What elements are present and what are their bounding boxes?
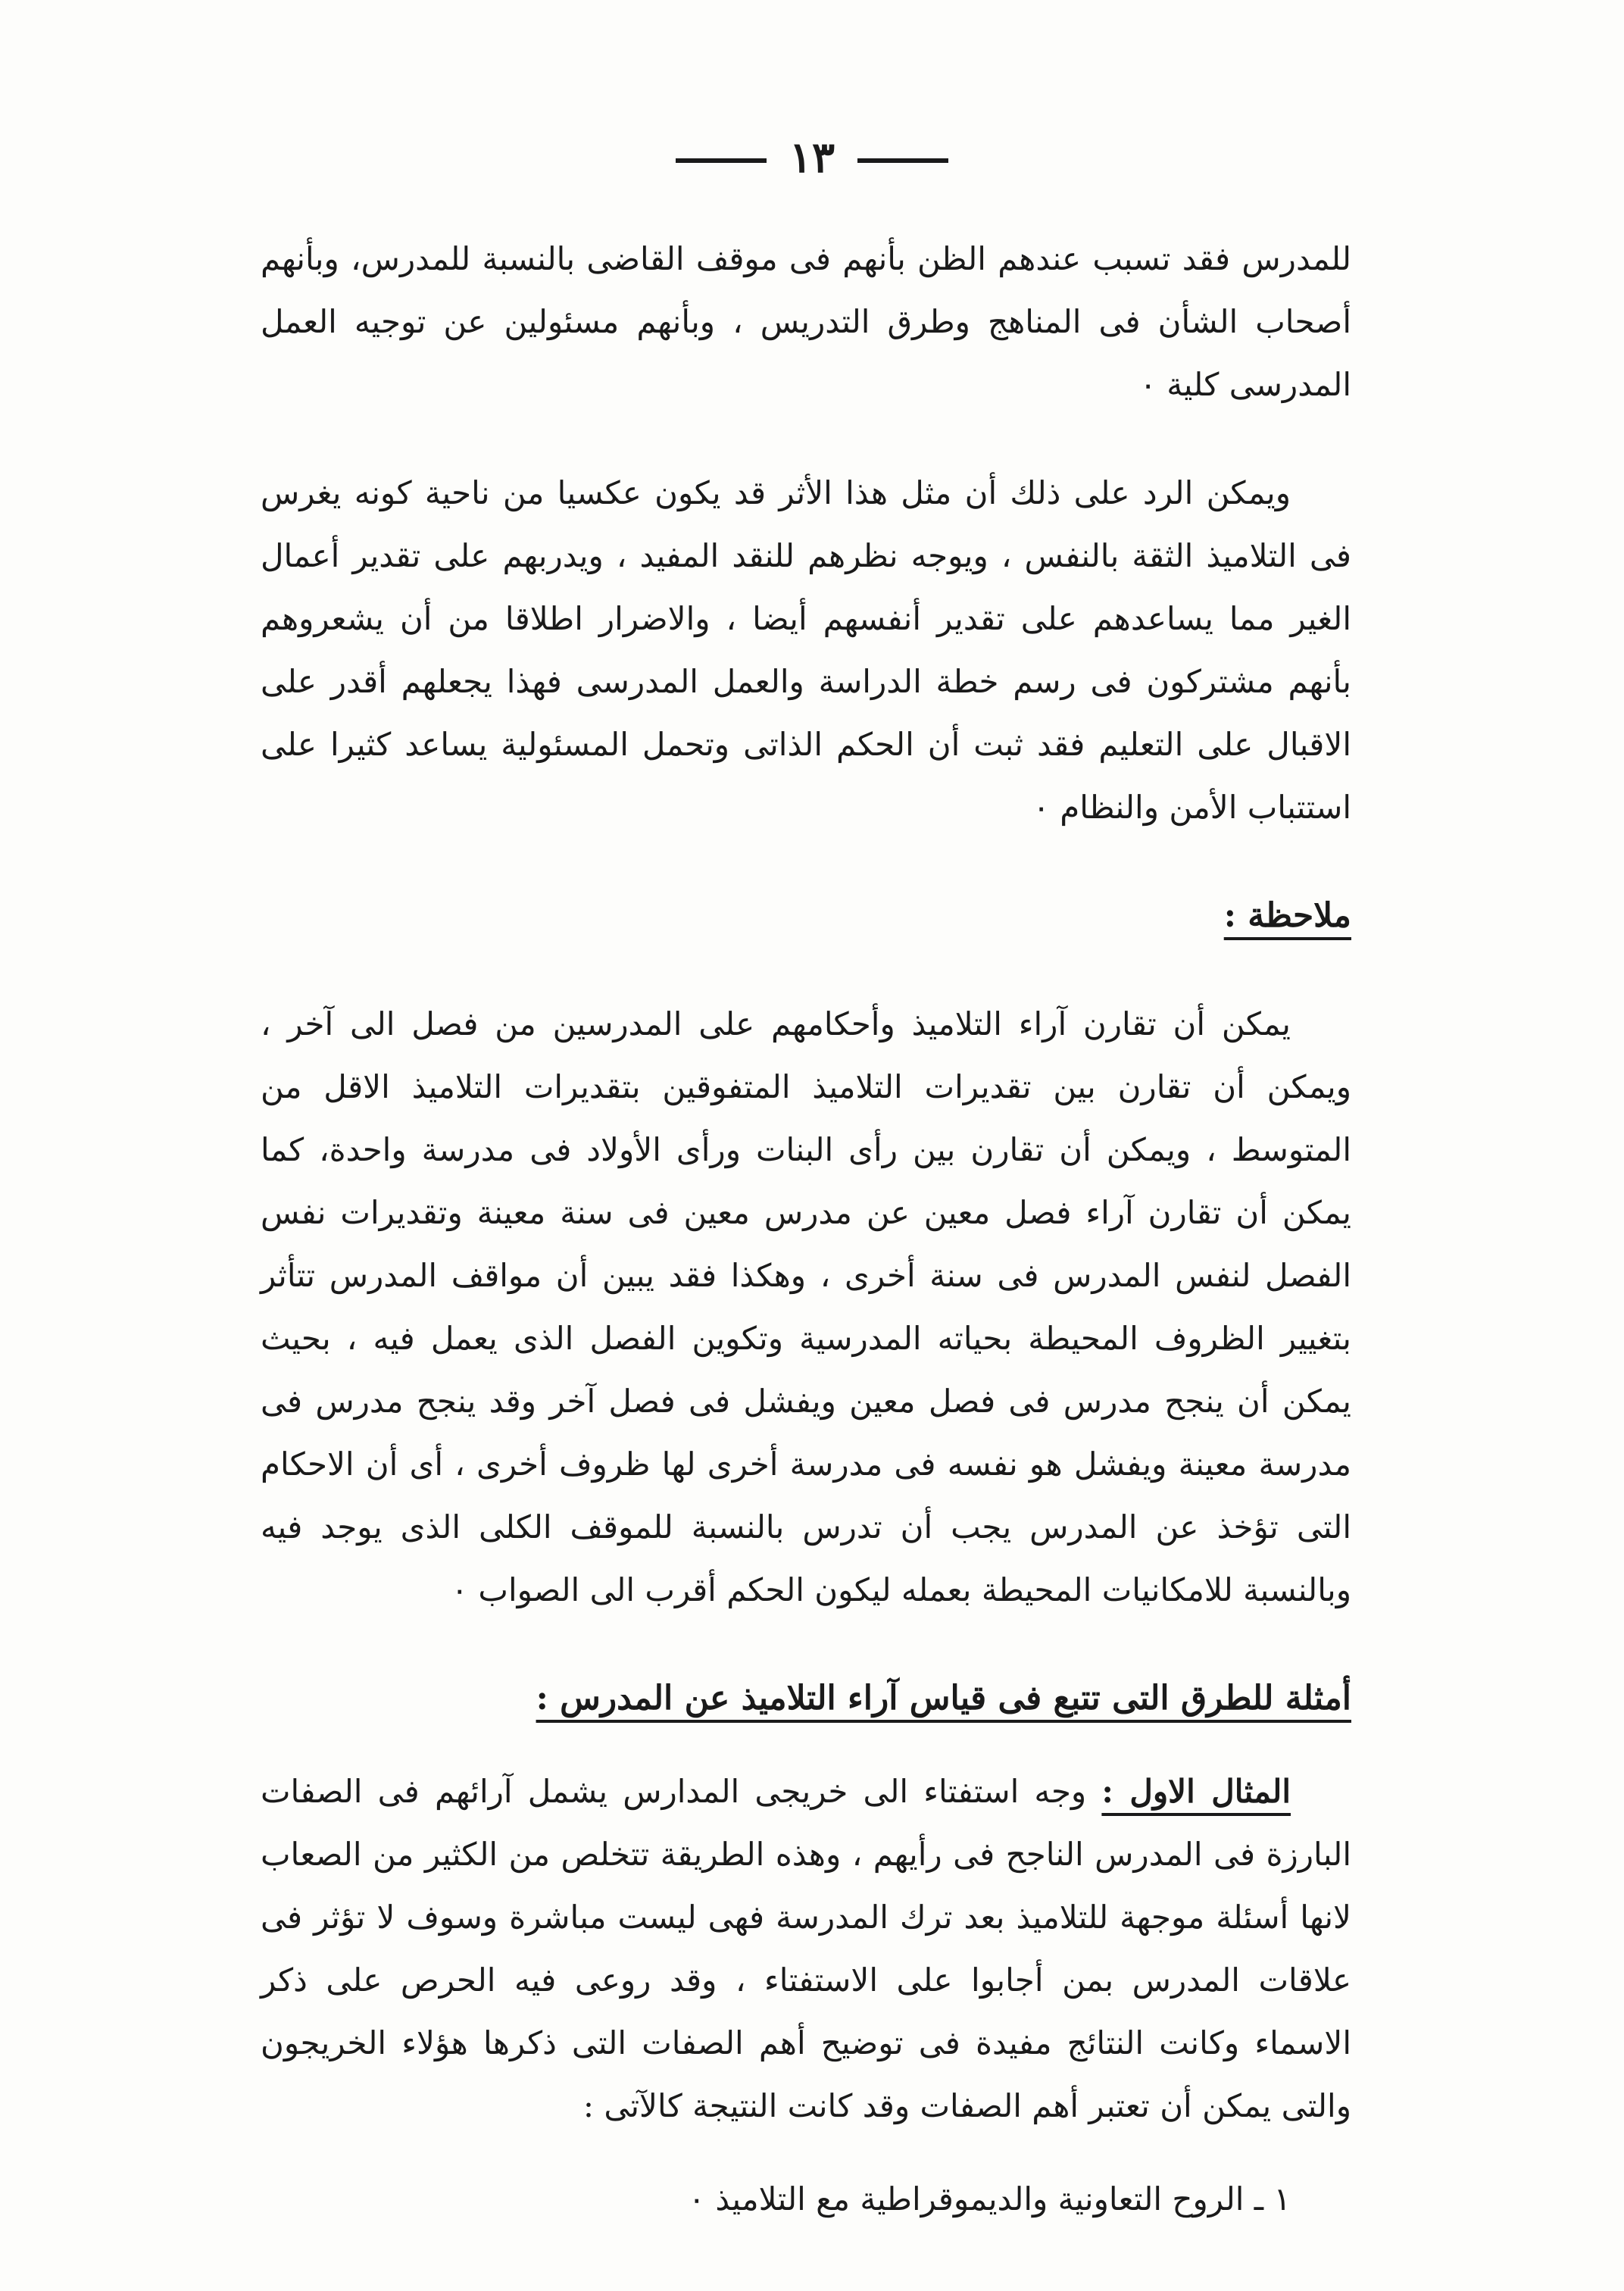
- list-item-1: ١ ـ الروح التعاونية والديموقراطية مع التلاميذ ٠: [688, 2180, 1291, 2218]
- page-number-dash-left: [676, 158, 767, 163]
- spacer: [261, 839, 1351, 884]
- paragraph-4: [261, 1760, 1351, 2137]
- section-heading-note: [261, 884, 1351, 947]
- spacer: [261, 1730, 1351, 1760]
- example-one-text: وجه استفتاء الى خريجى المدارس يشمل آرائهم فى الصفات البارزة فى المدرس الناجح فى رأيهم ، وهذه الطريقة تتخلص من الكثير من الصعاب لانها أسئلة موجهة للتلاميذ بعد ترك المدرسة فهى ليست مباشرة وسوف لا تؤثر فى علاقات المدرس بمن أجابوا على الاستفتاء ، وقد روعى فيه الحرص على ذكر الاسماء وكانت النتائج مفيدة فى توضيح أهم الصفات التى ذكرها هؤلاء الخريجون والتى يمكن أن تعتبر أهم الصفات وقد كانت النتيجة كالآتى :: [261, 1773, 1351, 2124]
- spacer: [261, 416, 1351, 461]
- section-heading-examples-text: أمثلة للطرق التى تتبع فى قياس آراء التلاميذ عن المدرس :: [536, 1679, 1351, 1717]
- spacer: [261, 1621, 1351, 1667]
- page-number-text: ١٣: [789, 133, 835, 183]
- page-number: [0, 133, 1624, 183]
- paragraph-1: للمدرس فقد تسبب عندهم الظن بأنهم فى موقف القاضى بالنسبة للمدرس، وبأنهم أصحاب الشأن فى المناهج وطرق التدريس ، وبأنهم مسئولين عن توجيه العمل المدرسى كلية ٠: [261, 240, 1351, 403]
- paragraph-3: يمكن أن تقارن آراء التلاميذ وأحكامهم على المدرسين من فصل الى آخر ، ويمكن أن تقارن بين تقديرات التلاميذ المتفوقين بتقديرات التلاميذ الاقل من المتوسط ، ويمكن أن تقارن بين رأى البنات ورأى الأولاد فى مدرسة واحدة، كما يمكن أن تقارن آراء فصل معين عن مدرس معين فى سنة معينة وتقديرات نفس الفصل لنفس المدرس فى سنة أخرى ، وهكذا فقد يبين أن مواقف المدرس تتأثر بتغيير الظروف المحيطة بحياته المدرسية وتكوين الفصل الذى يعمل فيه ، بحيث يمكن أن ينجح مدرس فى فصل معين ويفشل فى فصل آخر وقد ينجح مدرس فى مدرسة معينة ويفشل هو نفسه فى مدرسة أخرى لها ظروف أخرى ، أى أن الاحكام التى تؤخذ عن المدرس يجب أن تدرس بالنسبة للموقف الكلى الذى يوجد فيه وبالنسبة للامكانيات المحيطة بعمله ليكون الحكم أقرب الى الصواب ٠: [261, 1005, 1351, 1608]
- section-heading-note-text: ملاحظة :: [1223, 896, 1351, 935]
- section-heading-examples: [261, 1667, 1351, 1730]
- example-one-label: المثال الاول :: [1101, 1773, 1291, 1810]
- page-body: [261, 227, 1351, 2230]
- paragraph-2: ويمكن الرد على ذلك أن مثل هذا الأثر قد يكون عكسيا من ناحية كونه يغرس فى التلاميذ الثقة بالنفس ، ويوجه نظرهم للنقد المفيد ، ويدربهم على تقدير أعمال الغير مما يساعدهم على تقدير أنفسهم أيضا ، والاضرار اطلاقا من أن يشعروهم بأنهم مشتركون فى رسم خطة الدراسة والعمل المدرسى فهذا يجعلهم أقدر على الاقبال على التعليم فقد ثبت أن الحكم الذاتى وتحمل المسئولية يساعد كثيرا على استتباب الأمن والنظام ٠: [261, 474, 1351, 826]
- page-number-dash-right: [857, 158, 948, 163]
- spacer: [261, 2137, 1351, 2168]
- spacer: [261, 947, 1351, 992]
